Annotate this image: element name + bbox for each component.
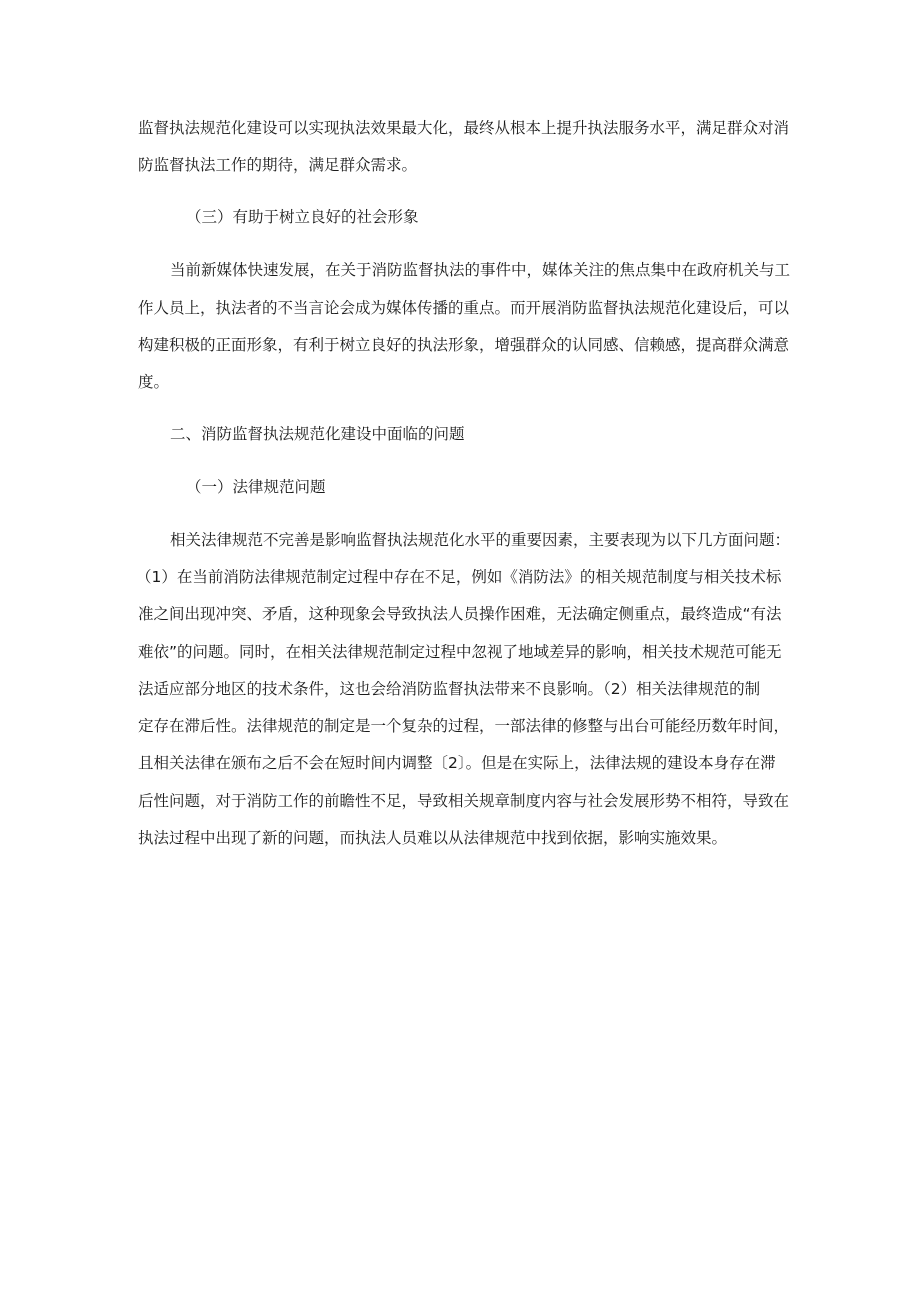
paragraph-line: 构建积极的正面形象，有利于树立良好的执法形象，增强群众的认同感、信赖感，提高群众满意: [138, 336, 790, 354]
paragraph-line: 当前新媒体快速发展，在关于消防监督执法的事件中，媒体关注的焦点集中在政府机关与工: [170, 261, 791, 279]
paragraph-line: 定存在滞后性。法律规范的制定是一个复杂的过程，一部法律的修整与出台可能经历数年时间，: [138, 717, 790, 735]
paragraph-line: 准之间出现冲突、矛盾，这种现象会导致执法人员操作困难，无法确定侧重点，最终造成“有法: [138, 605, 782, 623]
paragraph-line: 难依”的问题。同时，在相关法律规范制定过程中忽视了地域差异的影响，相关技术规范可能无: [138, 643, 782, 661]
paragraph-line: （1）在当前消防法律规范制定过程中存在不足，例如《消防法》的相关规范制度与相关技术标: [136, 568, 782, 586]
paragraph-line: 度。: [138, 373, 170, 391]
paragraph-line: 执法过程中出现了新的问题，而执法人员难以从法律规范中找到依据，影响实施效果。: [138, 829, 728, 847]
paragraph-line: 法适应部分地区的技术条件，这也会给消防监督执法带来不良影响。（2）相关法律规范的制: [138, 680, 761, 698]
section-heading-two: 二、消防监督执法规范化建设中面临的问题: [170, 425, 465, 443]
paragraph-line: 防监督执法工作的期待，满足群众需求。: [138, 156, 418, 174]
paragraph-line: 且相关法律在颁布之后不会在短时间内调整〔2〕。但是在实际上，法律法规的建设本身存在滞: [138, 754, 776, 772]
paragraph-line: 作人员上，执法者的不当言论会成为媒体传播的重点。而开展消防监督执法规范化建设后，可以: [138, 299, 790, 317]
paragraph-line: 后性问题，对于消防工作的前瞻性不足，导致相关规章制度内容与社会发展形势不相符，导致在: [138, 792, 790, 810]
paragraph-line: 监督执法规范化建设可以实现执法效果最大化，最终从根本上提升执法服务水平，满足群众对消: [138, 119, 790, 137]
paragraph-line: 相关法律规范不完善是影响监督执法规范化水平的重要因素，主要表现为以下几方面问题：: [170, 531, 791, 549]
subheading-one: （一）法律规范问题: [186, 478, 326, 496]
subheading-three: （三）有助于树立良好的社会形象: [186, 208, 419, 226]
